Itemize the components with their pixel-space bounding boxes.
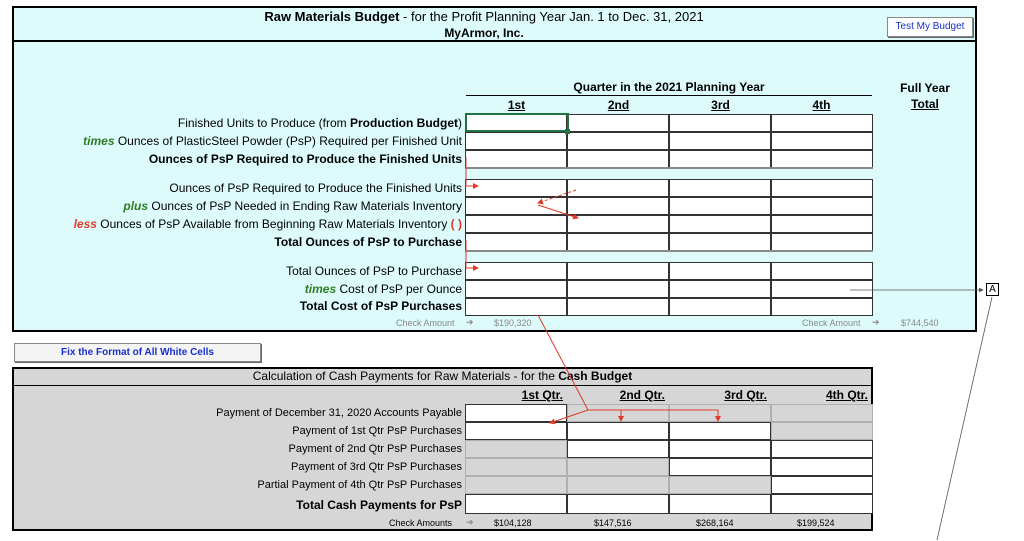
arrow-total-ounces [466,240,478,268]
row-total-ounces-purchase: Total Ounces of PsP to Purchase [274,235,462,249]
arrow-to-marker-a [850,290,992,540]
check-amount-value-left: $190,320 [494,318,532,328]
test-my-budget-button[interactable]: Test My Budget [887,17,973,37]
header-q3: 3rd [711,98,730,112]
row-beginning-inventory-text: Ounces of PsP Available from Beginning Raw Materials Inventory [96,217,448,231]
quarter-group-title: Quarter in the 2021 Planning Year [573,80,765,94]
row-ounces-required-total: Ounces of PsP Required to Produce the Finished Units [148,152,462,166]
cash-row-q2: Payment of 2nd Qtr PsP Purchases [288,443,462,455]
arrow-right-icon: ➔ [466,317,474,327]
cash-row-q1: Payment of 1st Qtr PsP Purchases [292,425,462,437]
cash-row-q4-partial: Partial Payment of 4th Qtr PsP Purchases [257,479,462,491]
row-ounces-per-unit-text: Ounces of PlasticSteel Powder (PsP) Required per Finished Unit [114,134,462,148]
cash-header-q2: 2nd Qtr. [619,388,665,402]
arrow-ending-to-beginning [538,190,578,218]
cash-row-total: Total Cash Payments for PsP [296,498,462,512]
arrow-right-icon: ➔ [466,517,474,527]
cash-row-q3: Payment of 3rd Qtr PsP Purchases [291,461,462,473]
cash-check-q3: $268,164 [696,518,734,528]
arrow-ounces-required [466,157,478,186]
title-sub: - for the Profit Planning Year Jan. 1 to Dec. 31, 2021 [399,9,704,24]
cash-check-q2: $147,516 [594,518,632,528]
header-q1: 1st [507,98,526,112]
cash-title-pre: Calculation of Cash Payments for Raw Materials - for the [252,369,559,383]
keyword-plus: plus [123,199,149,213]
row-total-ounces-purchase-2: Total Ounces of PsP to Purchase [286,264,462,278]
keyword-less: less [73,217,97,231]
fix-format-button[interactable]: Fix the Format of All White Cells [14,343,261,362]
company-name: MyArmor, Inc. [444,26,524,40]
arrow-right-icon: ➔ [872,317,880,327]
row-finished-units-pre: Finished Units to Produce (from [177,116,350,130]
row-ending-inventory-text: Ounces of PsP Needed in Ending Raw Materials Inventory [148,199,462,213]
cash-header-q1: 1st Qtr. [521,388,563,402]
check-amount-label-right: Check Amount [802,318,861,328]
check-amount-label-left: Check Amount [396,318,455,328]
keyword-times: times [83,134,115,148]
cash-check-q1: $104,128 [494,518,532,528]
check-amount-value-right: $744,540 [901,318,939,328]
cash-check-q4: $199,524 [797,518,835,528]
row-ounces-required: Ounces of PsP Required to Produce the Finished Units [169,181,462,195]
header-q4: 4th [812,98,831,112]
cash-title-bold: Cash Budget [558,369,633,383]
cash-check-label: Check Amounts [389,518,453,528]
title-main: Raw Materials Budget [264,9,400,24]
row-finished-units-bold: Production Budget [350,116,458,130]
cash-row-ap: Payment of December 31, 2020 Accounts Payable [216,407,462,419]
header-full-year: Full Year [900,81,950,95]
marker-a-box: A [986,283,999,296]
keyword-times-2: times [304,282,337,296]
row-finished-units-post: ) [458,116,462,130]
cash-header-q4: 4th Qtr. [825,388,868,402]
negative-paren: ( ) [447,217,462,231]
cash-header-q3: 3rd Qtr. [724,388,767,402]
header-total: Total [911,97,939,111]
row-total-cost-purchases: Total Cost of PsP Purchases [299,299,462,313]
header-q2: 2nd [607,98,630,112]
row-cost-per-ounce-text: Cost of PsP per Ounce [336,282,462,296]
arrow-purchases-to-cash [538,315,718,423]
